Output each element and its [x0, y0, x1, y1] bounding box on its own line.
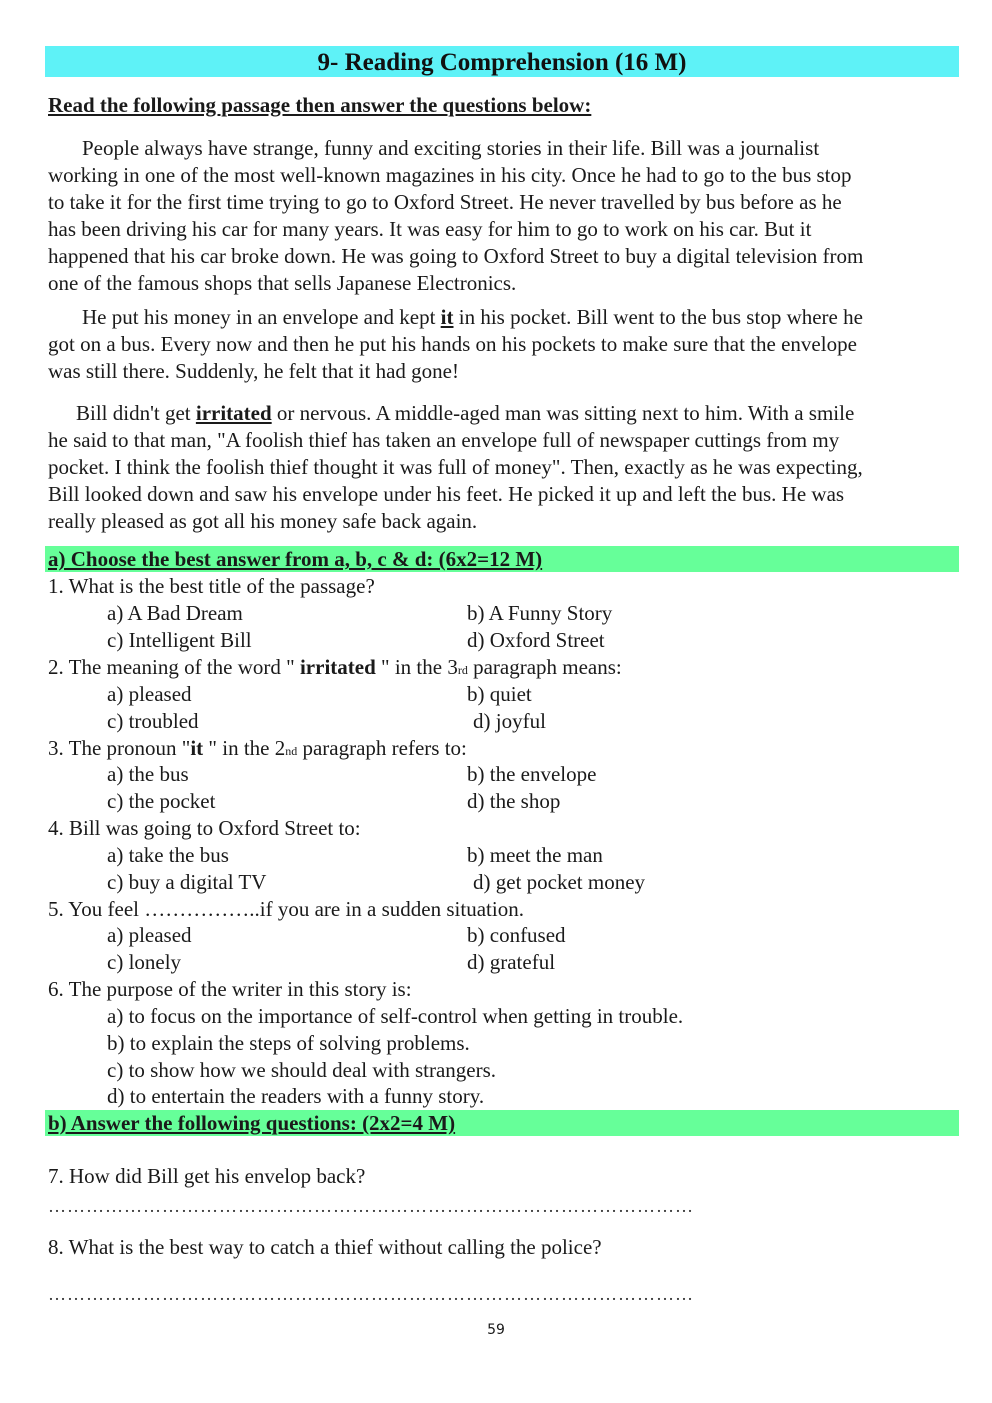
text-segment: " in the 2	[203, 736, 286, 760]
option-3c[interactable]: c) the pocket	[107, 789, 216, 813]
option-6a[interactable]: a) to focus on the importance of self-control when getting in trouble.	[107, 1004, 684, 1028]
keyword-irritated: irritated	[195, 401, 272, 425]
passage-line: happened that his car broke down. He was going to Oxford Street to buy a digital television from	[48, 244, 864, 268]
option-2d[interactable]: d) joyful	[473, 709, 546, 733]
question-7: 7. How did Bill get his envelop back?	[48, 1164, 366, 1188]
passage-line: People always have strange, funny and exciting stories in their life. Bill was a journalist	[82, 136, 820, 160]
option-4d[interactable]: d) get pocket money	[473, 870, 646, 894]
option-5c[interactable]: c) lonely	[107, 950, 182, 974]
section-title: 9- Reading Comprehension (16 M)	[317, 49, 687, 76]
question-3	[48, 736, 467, 761]
section-b-label: b) Answer the following questions: (2x2=4 M)	[48, 1111, 456, 1135]
passage-line: was still there. Suddenly, he felt that it had gone!	[48, 359, 459, 383]
passage-line: he said to that man, "A foolish thief has taken an envelope full of newspaper cuttings from my	[48, 428, 840, 452]
keyword-irritated: irritated	[299, 655, 376, 679]
passage-paragraph-1	[48, 135, 958, 297]
text-segment: or nervous. A middle-aged man was sitting next to him. With a smile	[271, 401, 855, 425]
option-4b[interactable]: b) meet the man	[467, 843, 603, 867]
ordinal-suffix: nd	[285, 744, 298, 758]
passage-paragraph-2	[48, 304, 958, 385]
option-6b[interactable]: b) to explain the steps of solving problems.	[107, 1031, 470, 1055]
passage-line: got on a bus. Every now and then he put his hands on his pockets to make sure that the envelope	[48, 332, 857, 356]
keyword-it: it	[190, 736, 204, 760]
option-4a[interactable]: a) take the bus	[107, 843, 229, 867]
option-3a[interactable]: a) the bus	[107, 762, 189, 786]
option-2a[interactable]: a) pleased	[107, 682, 192, 706]
keyword-it: it	[440, 305, 454, 329]
answer-line-8[interactable]: …………………………………………………………………………………………	[48, 1284, 694, 1304]
option-6d[interactable]: d) to entertain the readers with a funny story.	[107, 1084, 485, 1108]
section-a-header	[45, 546, 959, 572]
instruction: Read the following passage then answer the questions below:	[48, 93, 592, 117]
option-3d[interactable]: d) the shop	[467, 789, 561, 813]
text-segment: in his pocket. Bill went to the bus stop where he	[453, 305, 863, 329]
question-2	[48, 655, 622, 680]
ordinal-suffix: rd	[457, 663, 468, 677]
text-segment: " in the 3	[375, 655, 458, 679]
option-3b[interactable]: b) the envelope	[467, 762, 597, 786]
question-5: 5. You feel ……………..if you are in a sudden situation.	[48, 897, 524, 921]
option-1a[interactable]: a) A Bad Dream	[107, 601, 243, 625]
option-5a[interactable]: a) pleased	[107, 923, 192, 947]
text-segment: paragraph means:	[467, 655, 622, 679]
passage-line: pocket. I think the foolish thief thought it was full of money". Then, exactly as he was expecting,	[48, 455, 863, 479]
text-segment: Bill didn't get	[76, 401, 196, 425]
section-title-bar	[45, 46, 959, 77]
option-1d[interactable]: d) Oxford Street	[467, 628, 605, 652]
option-1c[interactable]: c) Intelligent Bill	[107, 628, 252, 652]
text-segment: 2. The meaning of the word "	[48, 655, 300, 679]
passage-line: working in one of the most well-known magazines in his city. Once he had to go to the bus stop	[48, 163, 852, 187]
page-number: 59	[487, 1322, 505, 1338]
passage-line	[48, 304, 958, 331]
passage-paragraph-3	[48, 400, 958, 535]
option-6c[interactable]: c) to show how we should deal with strangers.	[107, 1058, 497, 1082]
question-1: 1. What is the best title of the passage?	[48, 574, 375, 598]
passage-line: has been driving his car for many years. It was easy for him to go to work on his car. But it	[48, 217, 812, 241]
option-1b[interactable]: b) A Funny Story	[467, 601, 613, 625]
text-segment: paragraph refers to:	[297, 736, 467, 760]
section-b-header	[45, 1110, 959, 1136]
question-4: 4. Bill was going to Oxford Street to:	[48, 816, 361, 840]
option-4c[interactable]: c) buy a digital TV	[107, 870, 267, 894]
text-segment: He put his money in an envelope and kept	[82, 305, 441, 329]
option-5d[interactable]: d) grateful	[467, 950, 556, 974]
question-8: 8. What is the best way to catch a thief without calling the police?	[48, 1235, 602, 1259]
section-a-label: a) Choose the best answer from a, b, c & d: (6x2=12 M)	[48, 547, 543, 571]
option-5b[interactable]: b) confused	[467, 923, 566, 947]
passage-line	[48, 400, 958, 427]
passage-line: really pleased as got all his money safe back again.	[48, 509, 478, 533]
option-2c[interactable]: c) troubled	[107, 709, 199, 733]
text-segment: 3. The pronoun "	[48, 736, 191, 760]
question-6: 6. The purpose of the writer in this story is:	[48, 977, 412, 1001]
answer-line-7[interactable]: …………………………………………………………………………………………	[48, 1196, 694, 1216]
passage-line: to take it for the first time trying to go to Oxford Street. He never travelled by bus before as he	[48, 190, 842, 214]
option-2b[interactable]: b) quiet	[467, 682, 532, 706]
passage-line: one of the famous shops that sells Japanese Electronics.	[48, 271, 517, 295]
passage-line: Bill looked down and saw his envelope under his feet. He picked it up and left the bus. He was	[48, 482, 845, 506]
